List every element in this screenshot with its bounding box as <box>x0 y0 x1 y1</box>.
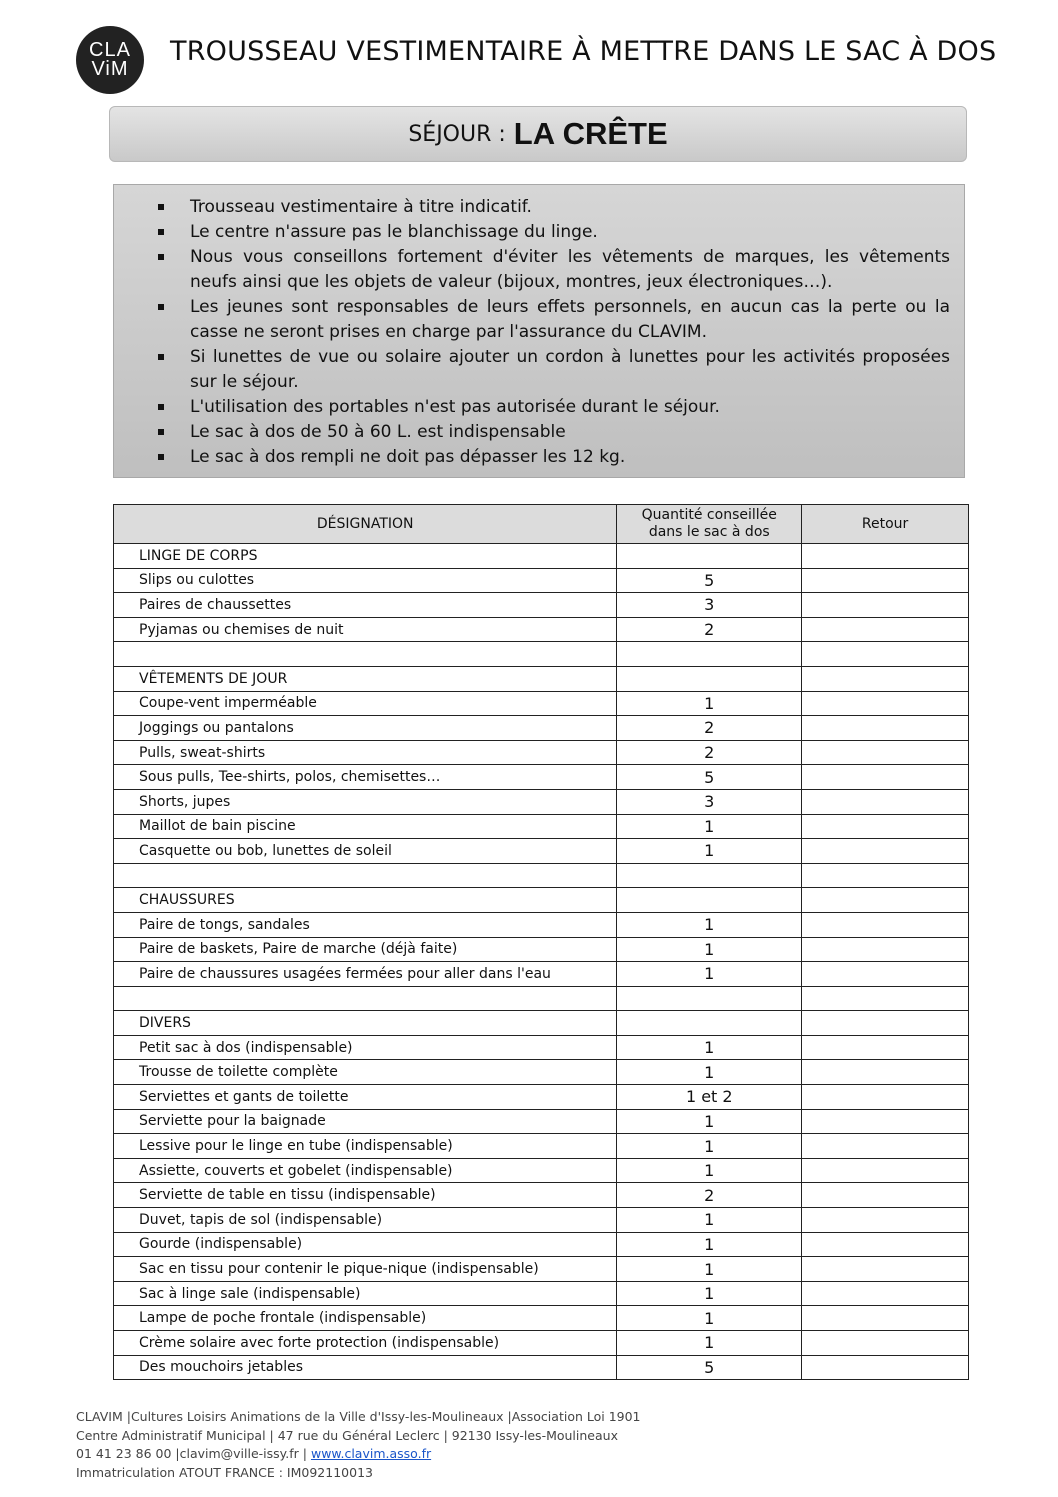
square-bullet-icon <box>158 304 164 310</box>
item-retour <box>802 1035 969 1060</box>
item-quantity: 1 <box>617 1208 802 1233</box>
footer-line-1: CLAVIM |Cultures Loisirs Animations de la Ville d'Issy-les-Moulineaux |Association Loi 1901 <box>76 1409 641 1424</box>
item-retour <box>802 1085 969 1110</box>
item-designation: Duvet, tapis de sol (indispensable) <box>114 1208 617 1233</box>
table-row <box>114 691 969 716</box>
table-row <box>114 1035 969 1060</box>
table-row <box>114 740 969 765</box>
note-item <box>190 295 950 345</box>
table-row <box>114 765 969 790</box>
item-retour <box>802 1232 969 1257</box>
square-bullet-icon <box>158 254 164 260</box>
header-designation: DÉSIGNATION <box>114 505 617 544</box>
item-designation: Coupe-vent imperméable <box>114 691 617 716</box>
item-retour <box>802 1134 969 1159</box>
square-bullet-icon <box>158 454 164 460</box>
item-quantity: 1 <box>617 1257 802 1282</box>
item-designation: Slips ou culottes <box>114 568 617 593</box>
table-row <box>114 1109 969 1134</box>
clavim-logo <box>76 26 144 94</box>
inventory-table <box>113 504 969 1380</box>
item-designation: Shorts, jupes <box>114 789 617 814</box>
table-row <box>114 1208 969 1233</box>
item-designation: Trousse de toilette complète <box>114 1060 617 1085</box>
item-designation: Sac à linge sale (indispensable) <box>114 1281 617 1306</box>
item-retour <box>802 666 969 691</box>
item-retour <box>802 740 969 765</box>
item-designation: Paires de chaussettes <box>114 593 617 618</box>
item-retour <box>802 617 969 642</box>
item-retour <box>802 789 969 814</box>
note-item <box>190 395 950 420</box>
note-text: Nous vous conseillons fortement d'éviter les vêtements de marques, les vêtements neufs ainsi que les objets de valeur (bijoux, montres, jeux électroniques…). <box>190 247 950 292</box>
table-row <box>114 863 969 888</box>
item-designation: Serviette pour la baignade <box>114 1109 617 1134</box>
sejour-label: SÉJOUR : <box>408 121 506 147</box>
item-quantity: 1 <box>617 1109 802 1134</box>
table-row <box>114 1232 969 1257</box>
header-quantity-line-2: dans le sac à dos <box>648 524 770 540</box>
website-link[interactable]: www.clavim.asso.fr <box>310 1446 432 1461</box>
table-row <box>114 716 969 741</box>
item-quantity <box>617 986 802 1011</box>
item-retour <box>802 1011 969 1036</box>
item-retour <box>802 1306 969 1331</box>
item-designation: Paire de baskets, Paire de marche (déjà faite) <box>114 937 617 962</box>
item-designation: Paire de tongs, sandales <box>114 912 617 937</box>
item-quantity: 1 <box>617 1281 802 1306</box>
footer-line-3 <box>76 1445 641 1464</box>
item-designation: DIVERS <box>114 1011 617 1036</box>
item-quantity: 1 <box>617 1158 802 1183</box>
item-retour <box>802 839 969 864</box>
footer <box>76 1408 641 1482</box>
table-row <box>114 1060 969 1085</box>
table-header-row <box>114 505 969 544</box>
item-quantity <box>617 1011 802 1036</box>
item-retour <box>802 1109 969 1134</box>
table-row <box>114 1134 969 1159</box>
item-designation: Joggings ou pantalons <box>114 716 617 741</box>
note-item <box>190 220 950 245</box>
note-item <box>190 445 950 470</box>
table-row <box>114 1085 969 1110</box>
item-designation: LINGE DE CORPS <box>114 544 617 569</box>
item-retour <box>802 888 969 913</box>
page-title: TROUSSEAU VESTIMENTAIRE À METTRE DANS LE SAC À DOS <box>170 36 997 67</box>
item-designation: Paire de chaussures usagées fermées pour aller dans l'eau <box>114 962 617 987</box>
item-quantity <box>617 544 802 569</box>
item-designation: Petit sac à dos (indispensable) <box>114 1035 617 1060</box>
table-row <box>114 1011 969 1036</box>
item-retour <box>802 814 969 839</box>
table-row <box>114 1306 969 1331</box>
item-quantity: 2 <box>617 617 802 642</box>
item-quantity: 3 <box>617 789 802 814</box>
item-quantity <box>617 888 802 913</box>
logo-line-1: CLA <box>89 39 131 61</box>
item-quantity: 1 <box>617 1060 802 1085</box>
sejour-banner <box>109 106 967 162</box>
table-body <box>114 544 969 1380</box>
item-retour <box>802 1183 969 1208</box>
header-quantity-line-1: Quantité conseillée <box>641 507 777 523</box>
item-quantity <box>617 642 802 667</box>
item-retour <box>802 1331 969 1356</box>
item-quantity: 5 <box>617 568 802 593</box>
table-row <box>114 666 969 691</box>
item-retour <box>802 544 969 569</box>
item-retour <box>802 716 969 741</box>
square-bullet-icon <box>158 229 164 235</box>
table-row <box>114 544 969 569</box>
footer-line-2: Centre Administratif Municipal | 47 rue du Général Leclerc | 92130 Issy-les-Moulineaux <box>76 1427 618 1443</box>
table-row <box>114 617 969 642</box>
item-quantity: 1 <box>617 1232 802 1257</box>
item-quantity: 1 <box>617 839 802 864</box>
table-row <box>114 1331 969 1356</box>
item-retour <box>802 962 969 987</box>
table-row <box>114 937 969 962</box>
item-quantity: 1 <box>617 912 802 937</box>
item-quantity: 1 <box>617 1035 802 1060</box>
note-text: Le sac à dos rempli ne doit pas dépasser les 12 kg. <box>190 447 626 467</box>
item-designation: Serviettes et gants de toilette <box>114 1085 617 1110</box>
item-quantity <box>617 863 802 888</box>
table-row <box>114 1158 969 1183</box>
note-item <box>190 195 950 220</box>
table-row <box>114 888 969 913</box>
item-quantity: 2 <box>617 1183 802 1208</box>
item-retour <box>802 568 969 593</box>
item-retour <box>802 691 969 716</box>
note-item <box>190 420 950 445</box>
note-text: Si lunettes de vue ou solaire ajouter un cordon à lunettes pour les activités proposées sur le séjour. <box>190 347 950 392</box>
table-row <box>114 962 969 987</box>
item-quantity: 1 <box>617 814 802 839</box>
item-quantity: 1 <box>617 691 802 716</box>
table-row <box>114 839 969 864</box>
header-retour: Retour <box>802 505 969 544</box>
item-quantity: 1 <box>617 1306 802 1331</box>
footer-line-4: Immatriculation ATOUT FRANCE : IM092110013 <box>76 1464 373 1480</box>
square-bullet-icon <box>158 354 164 360</box>
table-row <box>114 1355 969 1380</box>
note-text: Les jeunes sont responsables de leurs effets personnels, en aucun cas la perte ou la casse ne seront prises en charge par l'assurance du CLAVIM. <box>190 297 950 342</box>
item-retour <box>802 937 969 962</box>
item-retour <box>802 1257 969 1282</box>
footer-contact: 01 41 23 86 00 |clavim@ville-issy.fr | <box>76 1446 311 1461</box>
item-quantity: 1 <box>617 962 802 987</box>
note-text: Le centre n'assure pas le blanchissage du linge. <box>190 222 598 242</box>
item-designation: CHAUSSURES <box>114 888 617 913</box>
item-retour <box>802 1281 969 1306</box>
table-row <box>114 568 969 593</box>
item-designation: Assiette, couverts et gobelet (indispensable) <box>114 1158 617 1183</box>
item-designation: Sous pulls, Tee-shirts, polos, chemisettes… <box>114 765 617 790</box>
header-quantity <box>617 505 802 544</box>
item-designation: Casquette ou bob, lunettes de soleil <box>114 839 617 864</box>
table-row <box>114 814 969 839</box>
table-row <box>114 593 969 618</box>
item-retour <box>802 593 969 618</box>
item-quantity: 1 et 2 <box>617 1085 802 1110</box>
item-quantity: 1 <box>617 1134 802 1159</box>
item-retour <box>802 642 969 667</box>
item-designation: Pulls, sweat-shirts <box>114 740 617 765</box>
table-row <box>114 1183 969 1208</box>
item-retour <box>802 765 969 790</box>
table-row <box>114 1257 969 1282</box>
item-designation: Maillot de bain piscine <box>114 814 617 839</box>
item-retour <box>802 863 969 888</box>
note-text: L'utilisation des portables n'est pas autorisée durant le séjour. <box>190 397 720 417</box>
item-quantity: 3 <box>617 593 802 618</box>
item-designation: Serviette de table en tissu (indispensable) <box>114 1183 617 1208</box>
item-retour <box>802 1355 969 1380</box>
item-designation: Lampe de poche frontale (indispensable) <box>114 1306 617 1331</box>
item-quantity: 1 <box>617 1331 802 1356</box>
sejour-name: LA CRÊTE <box>513 116 668 151</box>
table-row <box>114 1281 969 1306</box>
square-bullet-icon <box>158 429 164 435</box>
item-retour <box>802 986 969 1011</box>
notes-list <box>114 185 964 470</box>
item-quantity: 1 <box>617 937 802 962</box>
item-designation: Sac en tissu pour contenir le pique-nique (indispensable) <box>114 1257 617 1282</box>
note-text: Trousseau vestimentaire à titre indicatif. <box>190 197 532 217</box>
item-retour <box>802 1158 969 1183</box>
item-designation <box>114 642 617 667</box>
item-designation: Lessive pour le linge en tube (indispensable) <box>114 1134 617 1159</box>
square-bullet-icon <box>158 204 164 210</box>
notes-panel <box>113 184 965 478</box>
item-quantity <box>617 666 802 691</box>
item-designation <box>114 986 617 1011</box>
item-quantity: 2 <box>617 716 802 741</box>
table-row <box>114 642 969 667</box>
item-quantity: 5 <box>617 1355 802 1380</box>
item-quantity: 5 <box>617 765 802 790</box>
item-quantity: 2 <box>617 740 802 765</box>
logo-line-2: ViM <box>91 58 129 80</box>
item-designation <box>114 863 617 888</box>
item-designation: Pyjamas ou chemises de nuit <box>114 617 617 642</box>
note-item <box>190 245 950 295</box>
note-text: Le sac à dos de 50 à 60 L. est indispensable <box>190 422 566 442</box>
note-item <box>190 345 950 395</box>
item-designation: Gourde (indispensable) <box>114 1232 617 1257</box>
item-retour <box>802 912 969 937</box>
item-retour <box>802 1060 969 1085</box>
item-designation: Crème solaire avec forte protection (indispensable) <box>114 1331 617 1356</box>
table-row <box>114 789 969 814</box>
item-designation: VÊTEMENTS DE JOUR <box>114 666 617 691</box>
item-retour <box>802 1208 969 1233</box>
square-bullet-icon <box>158 404 164 410</box>
item-designation: Des mouchoirs jetables <box>114 1355 617 1380</box>
table-row <box>114 986 969 1011</box>
table-row <box>114 912 969 937</box>
